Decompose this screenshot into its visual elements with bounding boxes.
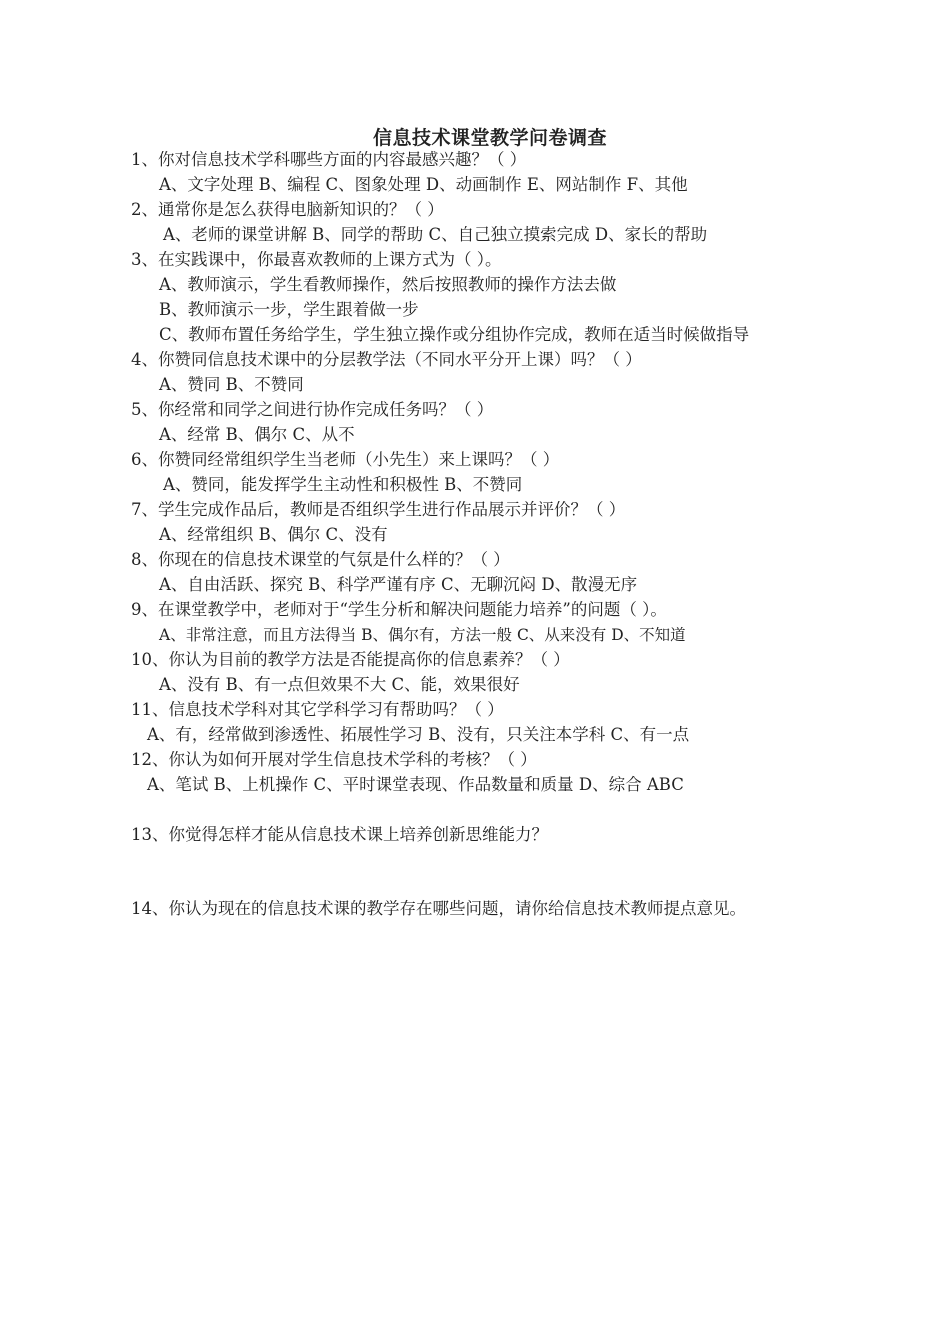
question-1-options: A、文字处理 B、编程 C、图象处理 D、动画制作 E、网站制作 F、其他 <box>159 175 688 194</box>
question-11-options: A、有，经常做到渗透性、拓展性学习 B、没有，只关注本学科 C、有一点 <box>147 725 690 744</box>
question-9-options: A、非常注意，而且方法得当 B、偶尔有，方法一般 C、从来没有 D、不知道 <box>159 626 686 644</box>
question-3-option-c: C、教师布置任务给学生，学生独立操作或分组协作完成，教师在适当时候做指导 <box>159 325 750 344</box>
question-12-options: A、笔试 B、上机操作 C、平时课堂表现、作品数量和质量 D、综合 ABC <box>147 775 684 794</box>
question-6-options: A、赞同，能发挥学生主动性和积极性 B、不赞同 <box>163 475 523 494</box>
question-2-options: A、老师的课堂讲解 B、同学的帮助 C、自己独立摸索完成 D、家长的帮助 <box>163 225 708 244</box>
question-13: 13、你觉得怎样才能从信息技术课上培养创新思维能力？ <box>131 825 548 844</box>
question-3-option-a: A、教师演示，学生看教师操作，然后按照教师的操作方法去做 <box>159 275 617 294</box>
question-4-options: A、赞同 B、不赞同 <box>159 375 304 394</box>
question-8: 8、你现在的信息技术课堂的气氛是什么样的？（ ） <box>131 550 510 569</box>
question-8-options: A、自由活跃、探究 B、科学严谨有序 C、无聊沉闷 D、散漫无序 <box>159 575 638 594</box>
question-5-options: A、经常 B、偶尔 C、从不 <box>159 425 355 444</box>
question-10-options: A、没有 B、有一点但效果不大 C、能，效果很好 <box>159 675 520 694</box>
question-7-options: A、经常组织 B、偶尔 C、没有 <box>159 525 388 544</box>
question-3-option-b: B、教师演示一步，学生跟着做一步 <box>159 300 419 319</box>
question-3: 3、在实践课中，你最喜欢教师的上课方式为（ ）。 <box>131 250 502 269</box>
question-5: 5、你经常和同学之间进行协作完成任务吗？（ ） <box>131 400 494 419</box>
question-10: 10、你认为目前的教学方法是否能提高你的信息素养？（ ） <box>131 650 570 669</box>
question-7: 7、学生完成作品后，教师是否组织学生进行作品展示并评价？（ ） <box>131 500 626 519</box>
question-6: 6、你赞同经常组织学生当老师（小先生）来上课吗？（ ） <box>131 450 560 469</box>
question-4: 4、你赞同信息技术课中的分层教学法（不同水平分开上课）吗？（ ） <box>131 350 642 369</box>
question-14: 14、你认为现在的信息技术课的教学存在哪些问题，请你给信息技术教师提点意见。 <box>131 899 746 918</box>
question-9: 9、在课堂教学中，老师对于“学生分析和解决问题能力培养”的问题（ ）。 <box>131 600 667 619</box>
question-11: 11、信息技术学科对其它学科学习有帮助吗？（ ） <box>131 700 504 719</box>
question-1: 1、你对信息技术学科哪些方面的内容最感兴趣？（ ） <box>131 150 527 169</box>
question-2: 2、通常你是怎么获得电脑新知识的？（ ） <box>131 200 444 219</box>
document-title: 信息技术课堂教学问卷调查 <box>372 127 607 149</box>
question-12: 12、你认为如何开展对学生信息技术学科的考核？（ ） <box>131 750 537 769</box>
